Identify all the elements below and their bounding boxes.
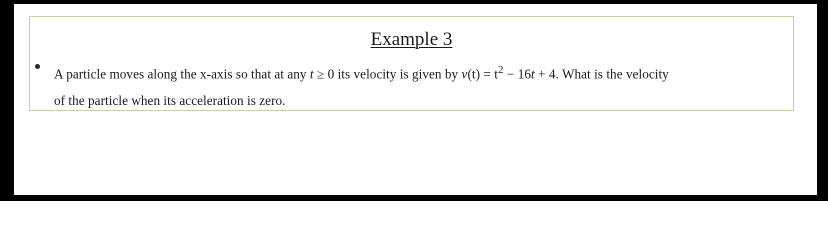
var-t-2: t	[530, 66, 535, 82]
problem-tail: + 4. What is the velocity	[534, 66, 669, 82]
example-title-text: Example 3	[370, 29, 453, 50]
var-v: v	[461, 66, 468, 82]
right-frame-edge	[817, 0, 828, 201]
exponent: 2	[497, 64, 504, 76]
example-title	[30, 29, 793, 51]
problem-statement	[54, 57, 794, 114]
velocity-rest: − 16	[503, 66, 531, 82]
problem-lead: A particle moves along the x-axis so that at any	[54, 66, 310, 82]
example-box	[29, 16, 794, 111]
bullet-point	[35, 64, 40, 69]
bottom-frame-edge	[0, 195, 828, 201]
var-t: t	[309, 66, 314, 82]
problem-condition: ≥ 0 its velocity is given by	[313, 66, 462, 82]
velocity-arg: (t) = t	[467, 66, 498, 82]
problem-line-2: of the particle when its acceleration is zero.	[54, 93, 286, 109]
left-frame-edge	[0, 0, 14, 201]
top-frame-edge	[0, 0, 828, 4]
